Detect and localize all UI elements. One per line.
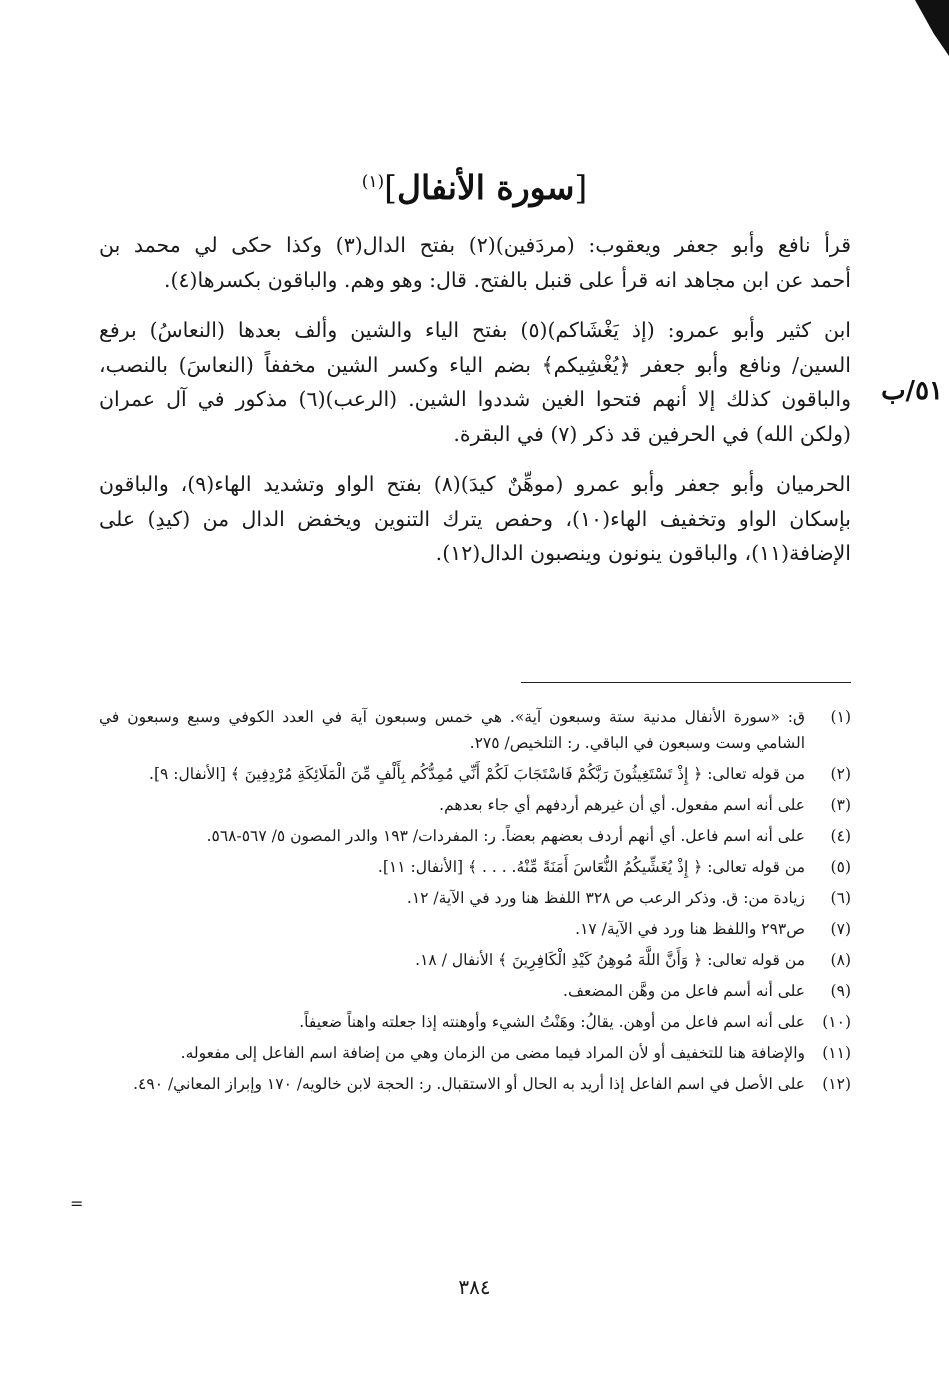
footnote-item bbox=[99, 978, 851, 1004]
footnote-text: من قوله تعالى: ﴿ إِذْ تَسْتَغِيثُونَ رَبَّكُمْ فَاسْتَجَابَ لَكُمْ أَنِّي مُمِدُّكُم بِأَلْفٍ مِّنَ الْمَلَائِكَةِ مُرْدِفِينَ ﴾ [الأنفال: ٩]. bbox=[149, 765, 805, 783]
footnote-text: على أنه أسم فاعل من وهَّن المضعف. bbox=[563, 982, 805, 1000]
page-number: ٣٨٤ bbox=[458, 1275, 491, 1299]
text-line: قرأ نافع وأبو جعفر ويعقوب: (مردَفين)(٢) بفتح الدال(٣) وكذا حكى لي محمد بن bbox=[99, 233, 851, 257]
footnote-text: من قوله تعالى: ﴿ وَأَنَّ اللَّهَ مُوهِنُ كَيْدِ الْكَافِرِينَ ﴾ الأنفال / ١٨. bbox=[415, 951, 805, 969]
title-footnote-ref: (١) bbox=[361, 172, 385, 192]
footnote-number: (١٢) bbox=[822, 1075, 851, 1093]
footnote-number: (١١) bbox=[822, 1044, 851, 1062]
footnote-item bbox=[99, 854, 851, 880]
footnote-text: ص٢٩٣ واللفظ هنا ورد في الآية/ ١٧. bbox=[575, 920, 805, 938]
page-corner-mark bbox=[915, 0, 949, 56]
footnote-item bbox=[99, 947, 851, 973]
footnote-divider bbox=[521, 682, 851, 683]
paragraph bbox=[99, 467, 851, 571]
footnote-number: (٤) bbox=[830, 827, 851, 845]
title-close-bracket: ] bbox=[384, 168, 398, 207]
footnote-number: (٧) bbox=[830, 920, 851, 938]
paragraph bbox=[99, 313, 851, 451]
footnote-item bbox=[99, 885, 851, 911]
footnote-item bbox=[99, 1009, 851, 1035]
title-open-bracket: [ bbox=[574, 168, 588, 207]
footnote-text: من قوله تعالى: ﴿ إِذْ يُغَشِّيكُمُ النُّعَاسَ أَمَنَةً مِّنْهُ. . . . ﴾ [الأنفال: ١١]. bbox=[377, 858, 805, 876]
footnote-item bbox=[99, 1071, 851, 1097]
footnote-item bbox=[99, 1040, 851, 1066]
footnote-number: (١) bbox=[830, 708, 851, 726]
title-text: سورة الأنفال bbox=[397, 168, 575, 207]
text-line: أحمد عن ابن مجاهد انه قرأ على قنبل بالفتح. قال: وهو وهم. والباقون بكسرها(٤). bbox=[163, 267, 851, 292]
text-line: الإضافة(١١)، والباقون ينونون وينصبون الدال(١٢). bbox=[435, 541, 851, 565]
footnote-number: (٣) bbox=[830, 796, 851, 814]
footnote-text: والإضافة هنا للتخفيف أو لأن المراد فيما مضى من الزمان وهي من إضافة اسم الفاعل إلى مفعوله. bbox=[180, 1044, 805, 1062]
text-line: بإسكان الواو وتخفيف الهاء(١٠)، وحفص يترك التنوين ويخفض الدال من (كيدِ) على bbox=[99, 506, 851, 531]
text-line: (ولكن الله) في الحرفين قد ذكر (٧) في البقرة. bbox=[453, 421, 851, 446]
text-line: ابن كثير وأبو عمرو: (إذ يَغْشَاكم)(٥) بفتح الياء والشين وألف بعدها (النعاسُ) برفع bbox=[99, 318, 851, 342]
main-text bbox=[99, 228, 851, 587]
footnote-text: على أنه اسم مفعول. أي أن غيرهم أردفهم أي جاء بعدهم. bbox=[439, 796, 805, 814]
footnote-text: على الأصل في اسم الفاعل إذا أريد به الحال أو الاستقبال. ر: الحجة لابن خالويه/ ١٧٠ وإبراز المعاني/ ٤٩٠. bbox=[133, 1075, 805, 1093]
footnote-text: على أنه اسم فاعل من أوهن. يقالُ: وهَنْتُ الشيء وأوهنته إذا جعلته واهناً ضعيفاً. bbox=[299, 1013, 805, 1031]
footnote-number: (٨) bbox=[830, 951, 851, 969]
text-line: والباقون كذلك إلا أنهم فتحوا الغين شددوا الشين. (الرعب)(٦) مذكور في آل عمران bbox=[99, 387, 851, 411]
text-line: الحرميان وأبو جعفر وأبو عمرو (موهِّنٌ كيدَ)(٨) بفتح الواو وتشديد الهاء(٩)، والباقون bbox=[99, 472, 851, 496]
footnote-text: على أنه اسم فاعل. أي أنهم أردف بعضهم بعضاً. ر: المفردات/ ١٩٣ والدر المصون ٥/ ٥٦٧-٥٦٨. bbox=[206, 827, 805, 845]
footnote-number: (٩) bbox=[830, 982, 851, 1000]
footnote-item bbox=[99, 761, 851, 787]
paragraph bbox=[99, 228, 851, 297]
footnote-item bbox=[99, 704, 851, 756]
footnote-text: زيادة من: ق. وذكر الرعب ص ٣٢٨ اللفظ هنا ورد في الآية/ ١٢. bbox=[406, 889, 805, 907]
footnote-number: (٦) bbox=[830, 889, 851, 907]
footnote-item bbox=[99, 823, 851, 849]
footnote-number: (٢) bbox=[830, 765, 851, 783]
continuation-mark: = bbox=[70, 1194, 84, 1213]
surah-title bbox=[0, 168, 949, 207]
footnote-number: (٥) bbox=[830, 858, 851, 876]
footnote-number: (١٠) bbox=[822, 1013, 851, 1031]
manuscript-folio-note: ٥١/ب bbox=[881, 376, 943, 406]
footnotes bbox=[99, 704, 851, 1102]
footnote-text: ق: «سورة الأنفال مدنية ستة وسبعون آية». هي خمس وسبعون آية في العدد الكوفي وسبع وسبعون في الشامي وست وسبعون في الباقي. ر: التلخيص/ ٢٧٥. bbox=[99, 708, 805, 752]
footnote-item bbox=[99, 916, 851, 942]
footnote-item bbox=[99, 792, 851, 818]
text-line: السين/ ونافع وأبو جعفر ﴿يُغْشِيكم﴾ بضم الياء وكسر الشين مخففاً (النعاسَ) بالنصب، bbox=[99, 352, 851, 377]
